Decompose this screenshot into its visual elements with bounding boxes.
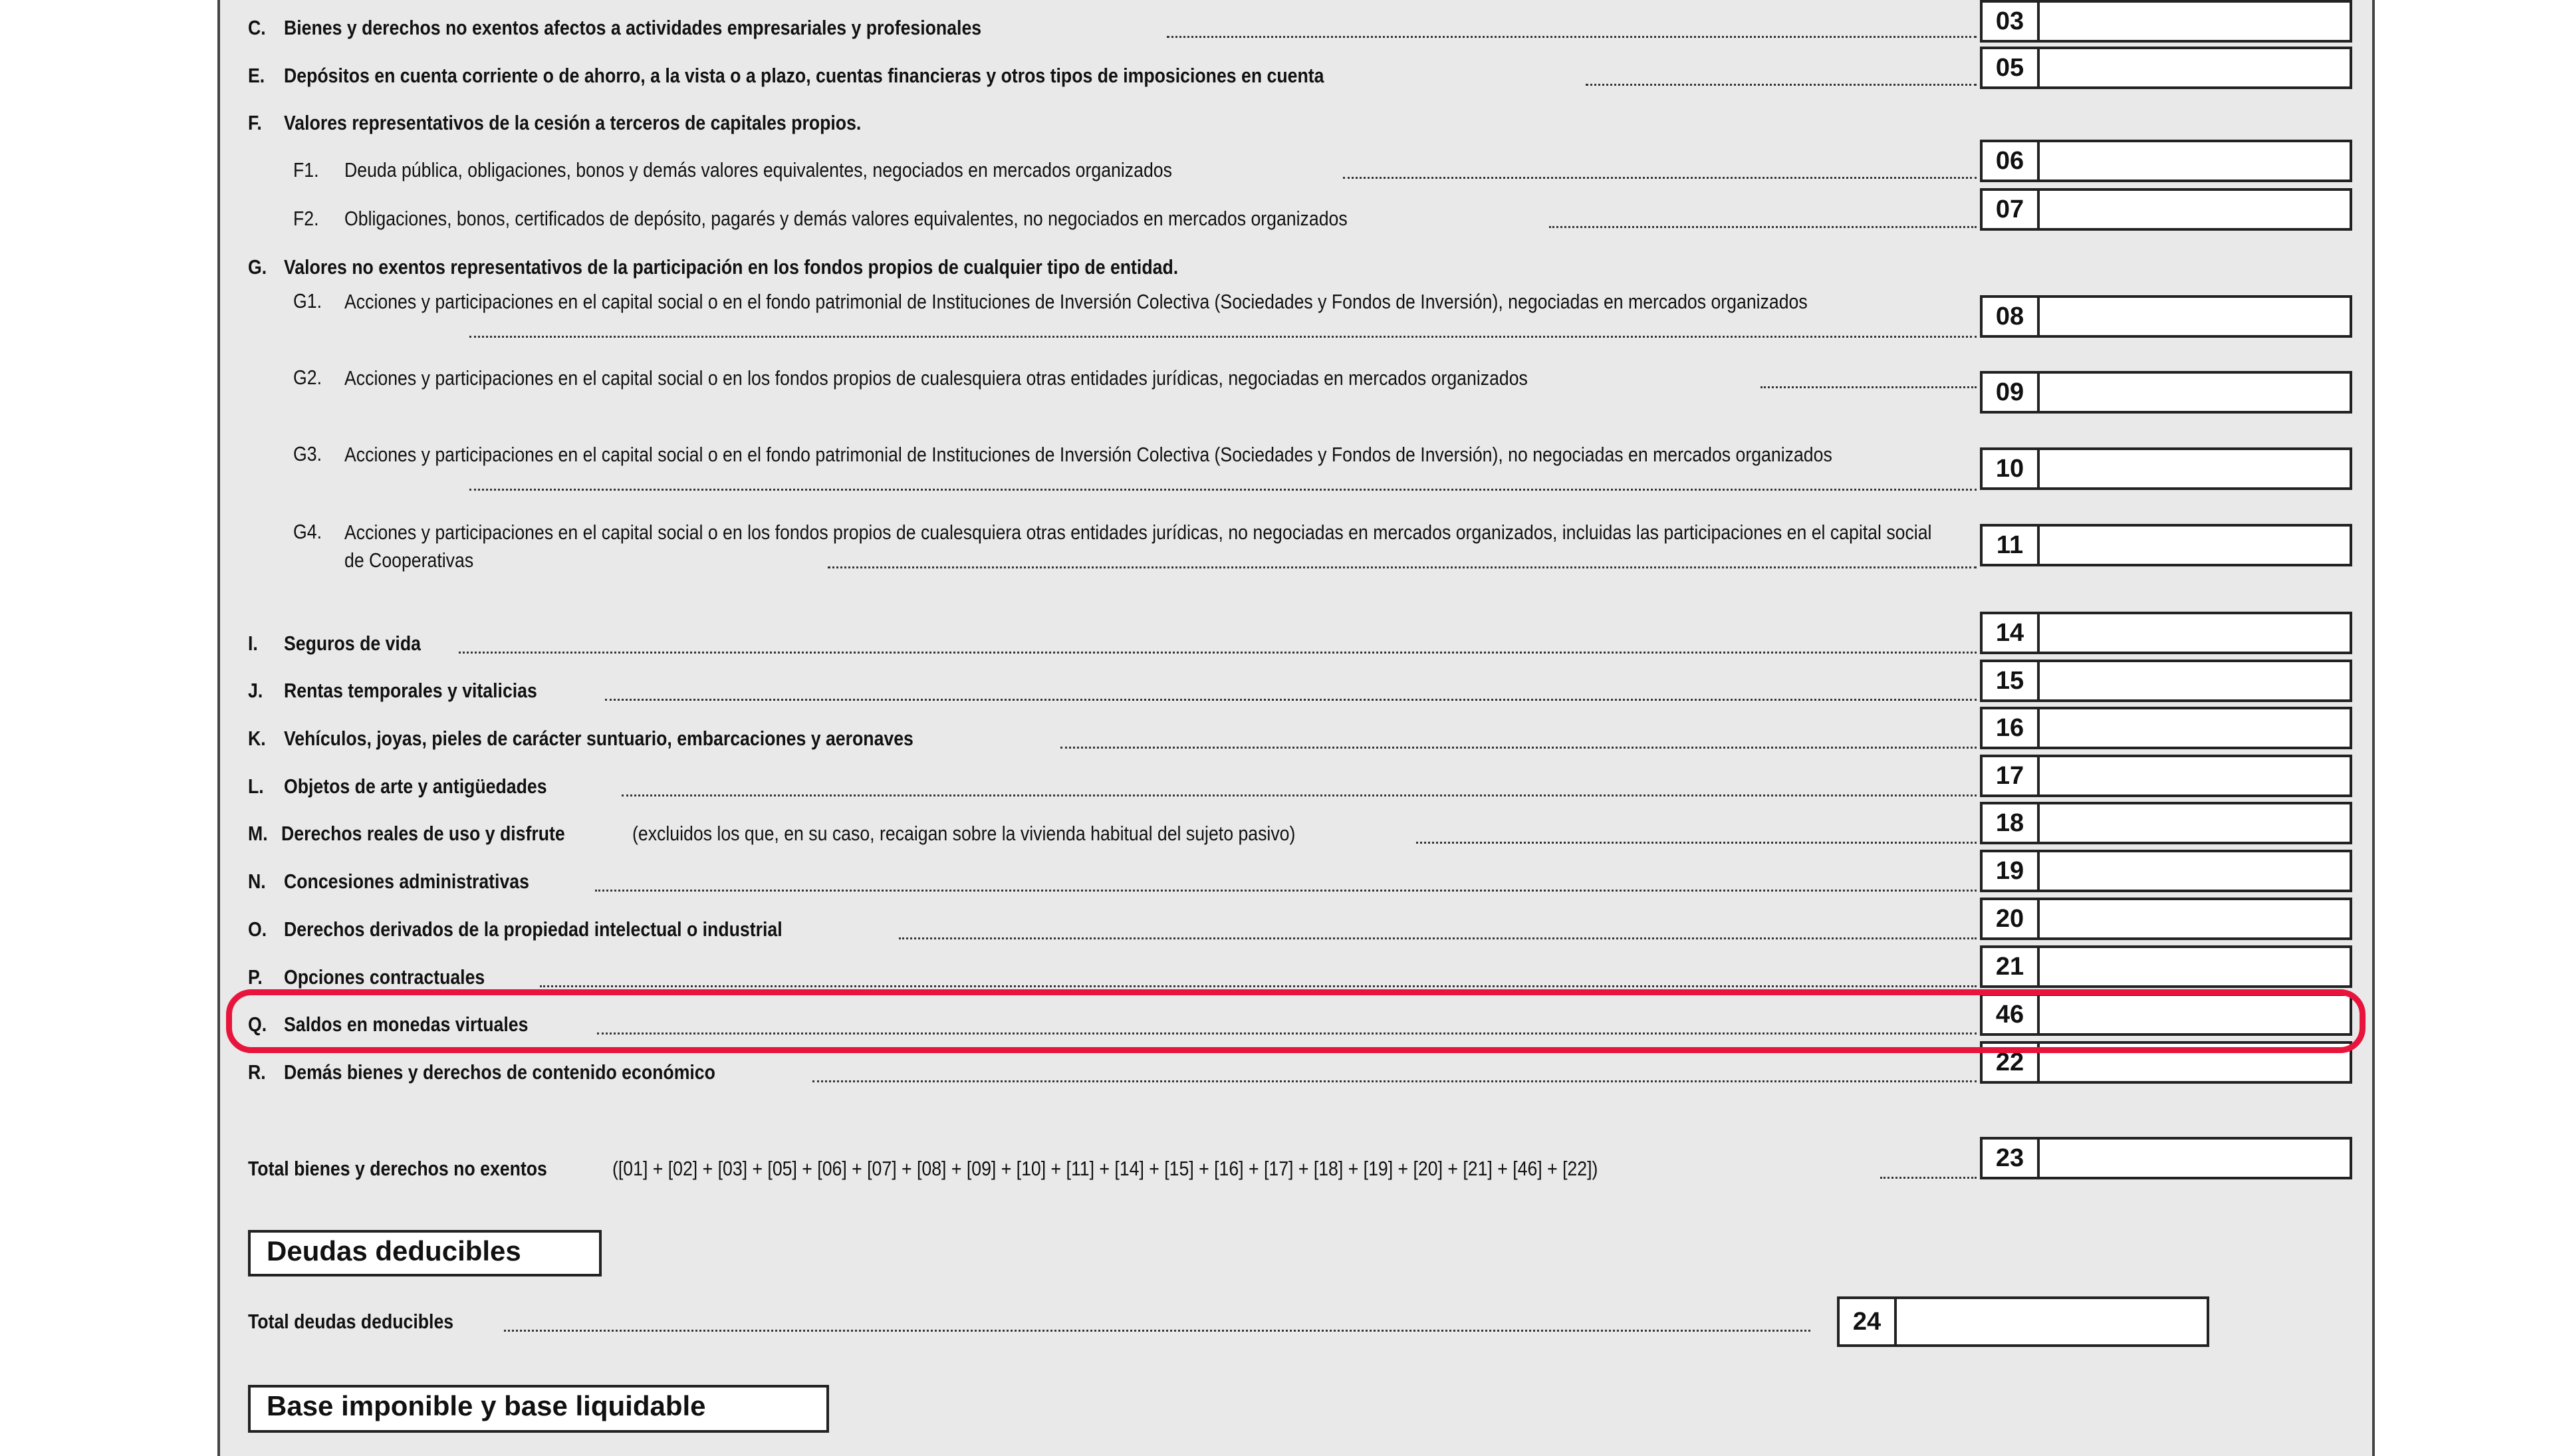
leader-dots (1586, 84, 1977, 86)
field-15[interactable] (1980, 660, 2352, 702)
field-05[interactable] (1980, 47, 2352, 89)
row-letter: C. (248, 16, 266, 39)
row-label: Deuda pública, obligaciones, bonos y demás valores equivalentes, negociados en mercados organizados (344, 158, 1172, 182)
leader-dots (469, 489, 1977, 491)
field-code: 17 (1983, 757, 2040, 794)
field-24[interactable] (1837, 1296, 2209, 1347)
field-code: 23 (1983, 1140, 2040, 1177)
row-letter: P. (248, 965, 263, 989)
row-letter: G3. (293, 442, 322, 465)
field-19[interactable] (1980, 850, 2352, 892)
row-label: Rentas temporales y vitalicias (284, 679, 537, 702)
field-07[interactable] (1980, 188, 2352, 231)
field-23[interactable] (1980, 1137, 2352, 1179)
leader-dots (1880, 1177, 1977, 1179)
row-label: Valores representativos de la cesión a terceros de capitales propios. (284, 111, 862, 134)
row-label: Derechos reales de uso y disfrute (281, 822, 565, 845)
leader-dots (605, 699, 1977, 701)
field-08[interactable] (1980, 295, 2352, 338)
row-letter: M. (248, 822, 268, 845)
leader-dots (1060, 747, 1977, 749)
leader-dots (828, 566, 1977, 568)
row-letter: G2. (293, 366, 322, 389)
row-label: Vehículos, joyas, pieles de carácter suntuario, embarcaciones y aeronaves (284, 727, 913, 750)
field-18[interactable] (1980, 802, 2352, 844)
field-10[interactable] (1980, 447, 2352, 490)
leader-dots (1549, 226, 1977, 228)
row-label: Depósitos en cuenta corriente o de ahorro, a la vista o a plazo, cuentas financieras y otros tipos de imposiciones en cuenta (284, 64, 1324, 87)
row-label: Concesiones administrativas (284, 870, 529, 893)
field-code: 21 (1983, 948, 2040, 985)
row-label: Obligaciones, bonos, certificados de depósito, pagarés y demás valores equivalentes, no negociados en mercados organizados (344, 207, 1348, 230)
leader-dots (469, 336, 1977, 338)
row-letter: F1. (293, 158, 319, 182)
row-label: Valores no exentos representativos de la participación en los fondos propios de cualquier tipo de entidad. (284, 255, 1179, 279)
field-09[interactable] (1980, 371, 2352, 414)
row-letter: G1. (293, 289, 322, 312)
field-code: 06 (1983, 142, 2040, 180)
total-label: Total bienes y derechos no exentos (248, 1157, 547, 1180)
field-20[interactable] (1980, 898, 2352, 940)
field-code: 22 (1983, 1044, 2040, 1081)
leader-dots (1416, 842, 1977, 844)
leader-dots (1343, 177, 1977, 179)
field-code: 19 (1983, 852, 2040, 890)
field-code: 20 (1983, 900, 2040, 937)
row-label: Acciones y participaciones en el capital social o en los fondos propios de cualesquiera otras entidades jurídicas, negociadas en mercados organizados (344, 366, 1528, 390)
field-code: 10 (1983, 450, 2040, 487)
field-code: 16 (1983, 709, 2040, 747)
row-letter: N. (248, 870, 266, 893)
leader-dots (504, 1330, 1810, 1332)
leader-dots (540, 985, 1977, 987)
field-06[interactable] (1980, 140, 2352, 182)
field-code: 09 (1983, 374, 2040, 411)
row-letter: Q. (248, 1013, 267, 1036)
leader-dots (899, 937, 1977, 939)
leader-dots (622, 794, 1977, 796)
row-label: Acciones y participaciones en el capital social o en el fondo patrimonial de Instituciones de Inversión Colectiva (Sociedades y Fondos de Inversión), negociadas en mercados organizados (344, 290, 1808, 313)
field-16[interactable] (1980, 707, 2352, 749)
row-label: Saldos en monedas virtuales (284, 1013, 529, 1036)
field-code: 14 (1983, 614, 2040, 652)
row-letter: K. (248, 727, 266, 750)
row-letter: G. (248, 255, 267, 279)
highlight-annotation (226, 989, 2366, 1053)
row-label: Objetos de arte y antigüedades (284, 775, 547, 798)
deudas-total-label: Total deudas deducibles (248, 1310, 454, 1333)
row-letter: J. (248, 679, 263, 702)
field-code: 07 (1983, 191, 2040, 228)
field-03[interactable] (1980, 0, 2352, 43)
field-code: 15 (1983, 662, 2040, 699)
field-code: 46 (1983, 996, 2040, 1033)
deudas-heading: Deudas deducibles (248, 1230, 602, 1276)
row-letter: R. (248, 1060, 266, 1084)
row-label: Opciones contractuales (284, 965, 485, 989)
total-formula: ([01] + [02] + [03] + [05] + [06] + [07] + [08] + [09] + [10] + [11] + [14] + [15] + [16] + [17] + [18] + [19] + [20] + [21] + [46] + [22]) (612, 1157, 1598, 1180)
row-letter: G4. (293, 520, 322, 543)
leader-dots (1761, 386, 1977, 388)
row-note: (excluidos los que, en su caso, recaigan sobre la vivienda habitual del sujeto pasivo) (632, 822, 1296, 845)
leader-dots (595, 890, 1977, 892)
row-letter: I. (248, 632, 258, 655)
field-code: 03 (1983, 3, 2040, 40)
row-label: Acciones y participaciones en el capital social o en los fondos propios de cualesquiera otras entidades jurídicas, no negociadas en mercados organizados, incluidas las participaciones en el capital social de Cooperativas (344, 521, 1932, 572)
leader-dots (459, 652, 1977, 654)
field-code: 11 (1983, 527, 2040, 564)
field-code: 05 (1983, 49, 2040, 86)
base-heading: Base imponible y base liquidable (248, 1385, 829, 1433)
field-code: 08 (1983, 298, 2040, 335)
row-letter: O. (248, 917, 267, 941)
field-21[interactable] (1980, 945, 2352, 988)
row-letter: E. (248, 64, 265, 87)
row-label: Bienes y derechos no exentos afectos a actividades empresariales y profesionales (284, 16, 982, 39)
field-code: 18 (1983, 804, 2040, 842)
row-label: Demás bienes y derechos de contenido económico (284, 1060, 715, 1084)
row-label: Acciones y participaciones en el capital social o en el fondo patrimonial de Instituciones de Inversión Colectiva (Sociedades y Fondos de Inversión), no negociadas en mercados organizados (344, 443, 1832, 466)
row-letter: F. (248, 111, 262, 134)
field-11[interactable] (1980, 524, 2352, 566)
field-code: 24 (1840, 1299, 1897, 1344)
field-17[interactable] (1980, 755, 2352, 797)
leader-dots (1167, 36, 1977, 38)
row-letter: F2. (293, 207, 319, 230)
row-label: Seguros de vida (284, 632, 421, 655)
row-label: Derechos derivados de la propiedad intelectual o industrial (284, 917, 783, 941)
row-letter: L. (248, 775, 264, 798)
leader-dots (812, 1080, 1977, 1082)
field-14[interactable] (1980, 612, 2352, 654)
